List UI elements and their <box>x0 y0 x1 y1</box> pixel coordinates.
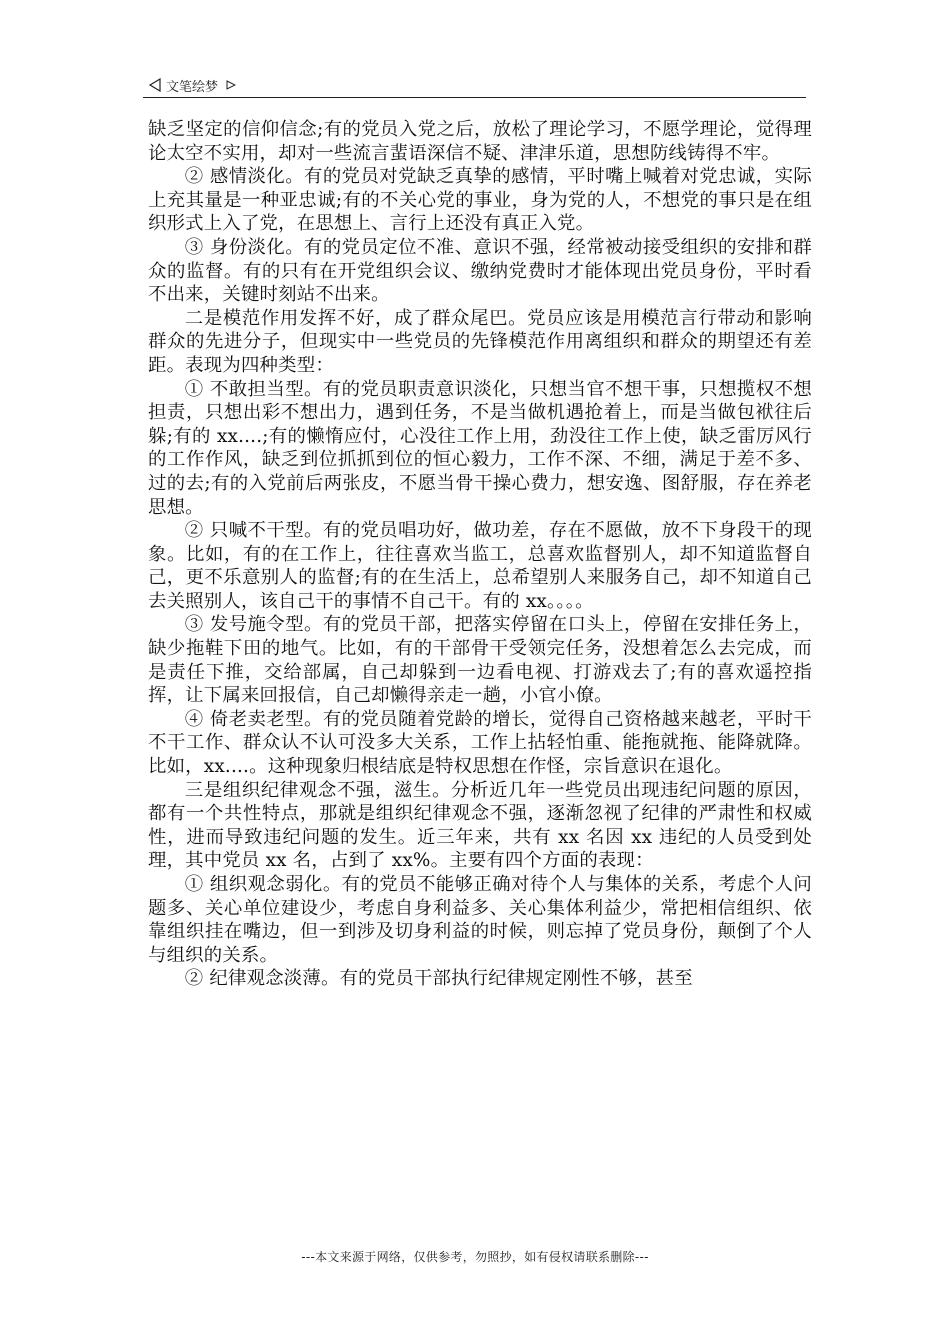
right-triangle-icon <box>226 80 236 90</box>
body-paragraph: ④ 倚老卖老型。有的党员随着党龄的增长，觉得自己资格越来越老，平时干不干工作、群众认不认可没多大关系，工作上拈轻怕重、能拖就拖、能降就降。比如，xx....。这种现象归根结底是特权思想在作怪，宗旨意识在退化。 <box>148 708 812 778</box>
header-divider <box>143 97 806 98</box>
body-paragraph: 三是组织纪律观念不强，滋生。分析近几年一些党员出现违纪问题的原因，都有一个共性特点，那就是组织纪律观念不强，逐渐忽视了纪律的严肃性和权威性，进而导致违纪问题的发生。近三年来，共有 xx 名因 xx 违纪的人员受到处理，其中党员 xx 名，占到了 xx%。主要有四个方面的表现： <box>148 779 812 872</box>
body-paragraph: ③ 发号施令型。有的党员干部，把落实停留在口头上，停留在安排任务上，缺少拖鞋下田的地气。比如，有的干部骨干受领完任务，没想着怎么去完成，而是责任下推，交给部属，自己却躲到一边看电视、打游戏去了;有的喜欢遥控指挥，让下属来回报信，自己却懒得亲走一趟，小官小僚。 <box>148 614 812 707</box>
body-paragraph: ② 只喊不干型。有的党员唱功好，做功差，存在不愿做，放不下身段干的现象。比如，有的在工作上，往往喜欢当监工，总喜欢监督别人，却不知道监督自己，更不乐意别人的监督;有的在生活上，总希望别人来服务自己，却不知道自己去关照别人，该自己干的事情不自己干。有的 xx。。。。 <box>148 520 812 612</box>
body-paragraph: ② 纪律观念淡薄。有的党员干部执行纪律规定刚性不够，甚至 <box>184 968 693 990</box>
body-paragraph: ① 不敢担当型。有的党员职责意识淡化，只想当官不想干事，只想揽权不想担责，只想出彩不想出力，遇到任务，不是当做机遇抢着上，而是当做包袱往后躲;有的 xx....;有的懒惰应付，心没往工作上用，劲没往工作上使，缺乏雷厉风行的工作作风，缺乏到位抓抓到位的恒心毅力，工作不深、不细，满足于差不多、过的去;有的入党前后两张皮，不愿当骨干操心费力，想安逸、图舒服，存在养老思想。 <box>148 378 812 518</box>
header-brand: 文笔绘梦 <box>166 79 219 95</box>
body-paragraph: ③ 身份淡化。有的党员定位不准、意识不强，经常被动接受组织的安排和群众的监督。有的只有在开党组织会议、缴纳党费时才能体现出党员身份，平时看不出来，关键时刻站不出来。 <box>148 236 812 306</box>
body-paragraph: ① 组织观念弱化。有的党员不能够正确对待个人与集体的关系，考虑个人问题多、关心单位建设少，考虑自身利益多、关心集体利益少，常把相信组织、依靠组织挂在嘴边，但一到涉及切身利益的时候，则忘掉了党员身份，颠倒了个人与组织的关系。 <box>148 874 812 966</box>
body-paragraph: ② 感情淡化。有的党员对党缺乏真挚的感情，平时嘴上喊着对党忠诚，实际上充其量是一种亚忠诚;有的不关心党的事业，身为党的人，不想党的事只是在组织形式上入了党，在思想上、言行上还没有真正入党。 <box>148 166 812 235</box>
left-triangle-icon <box>148 78 162 92</box>
document-body <box>148 118 812 991</box>
body-paragraph: 二是模范作用发挥不好，成了群众尾巴。党员应该是用模范言行带动和影响群众的先进分子，但现实中一些党员的先锋模范作用离组织和群众的期望还有差距。表现为四种类型： <box>148 307 812 376</box>
footer-disclaimer: ---本文来源于网络，仅供参考，勿照抄，如有侵权请联系删除--- <box>301 1250 649 1264</box>
page-header <box>148 74 236 96</box>
body-paragraph: 缺乏坚定的信仰信念;有的党员入党之后，放松了理论学习，不愿学理论，觉得理论太空不实用，却对一些流言蜚语深信不疑、津津乐道，思想防线铸得不牢。 <box>148 119 812 164</box>
